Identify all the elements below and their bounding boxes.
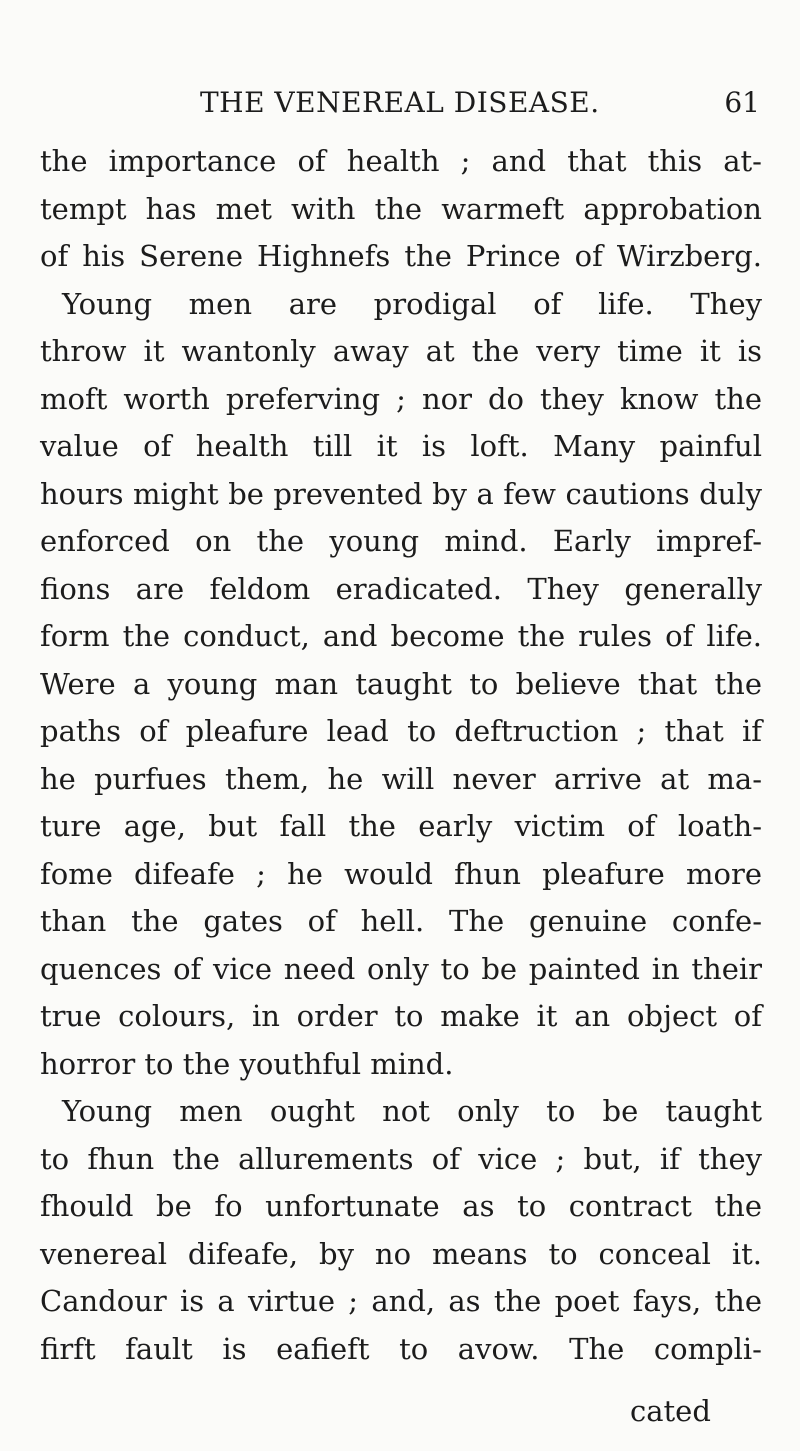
running-head: THE VENEREAL DISEASE. (200, 86, 600, 119)
text-line: paths of pleafure lead to deftruction ; that if (40, 714, 762, 748)
text-line: to fhun the allurements of vice ; but, if they (40, 1141, 762, 1176)
text-line: Candour is a virtue ; and, as the poet fays, the (40, 1284, 762, 1318)
text-line: enforced on the young mind. Early impref- (40, 524, 762, 558)
text-line: fions are feldom eradicated. They generally (40, 571, 762, 606)
page-number: 61 (724, 86, 760, 119)
page-header (200, 86, 760, 126)
text-line: throw it wantonly away at the very time it is (40, 334, 762, 368)
text-line: he purfues them, he will never arrive at ma- (40, 761, 762, 796)
text-line: hours might be prevented by a few cautions duly (40, 476, 762, 511)
text-line: ture age, but fall the early victim of loath- (40, 809, 762, 843)
text-line: quences of vice need only to be painted in their (40, 951, 762, 986)
catchword: cated (630, 1394, 711, 1428)
text-line: the importance of health ; and that this at- (40, 144, 762, 178)
body-text (40, 138, 762, 1373)
text-line: firft fault is eafieft to avow. The compli- (40, 1331, 762, 1366)
text-line: Young men ought not only to be taught (62, 1094, 762, 1128)
text-line: Young men are prodigal of life. They (62, 286, 762, 321)
text-line: horror to the youthful mind. (40, 1046, 454, 1081)
text-line: true colours, in order to make it an object of (40, 999, 762, 1033)
text-line: Were a young man taught to believe that the (40, 666, 762, 701)
text-line: form the conduct, and become the rules of life. (40, 619, 762, 653)
text-line: value of health till it is loft. Many painful (40, 429, 762, 463)
text-line: tempt has met with the warmeft approbation (40, 191, 762, 226)
text-line: fhould be fo unfortunate as to contract the (40, 1189, 762, 1223)
text-line: of his Serene Highnefs the Prince of Wirzberg. (40, 239, 762, 273)
text-line: fome difeafe ; he would fhun pleafure more (40, 856, 762, 891)
text-line: moft worth preferving ; nor do they know the (40, 381, 762, 416)
text-line: venereal difeafe, by no means to conceal it. (40, 1236, 762, 1271)
text-line: than the gates of hell. The genuine confe- (40, 904, 762, 938)
